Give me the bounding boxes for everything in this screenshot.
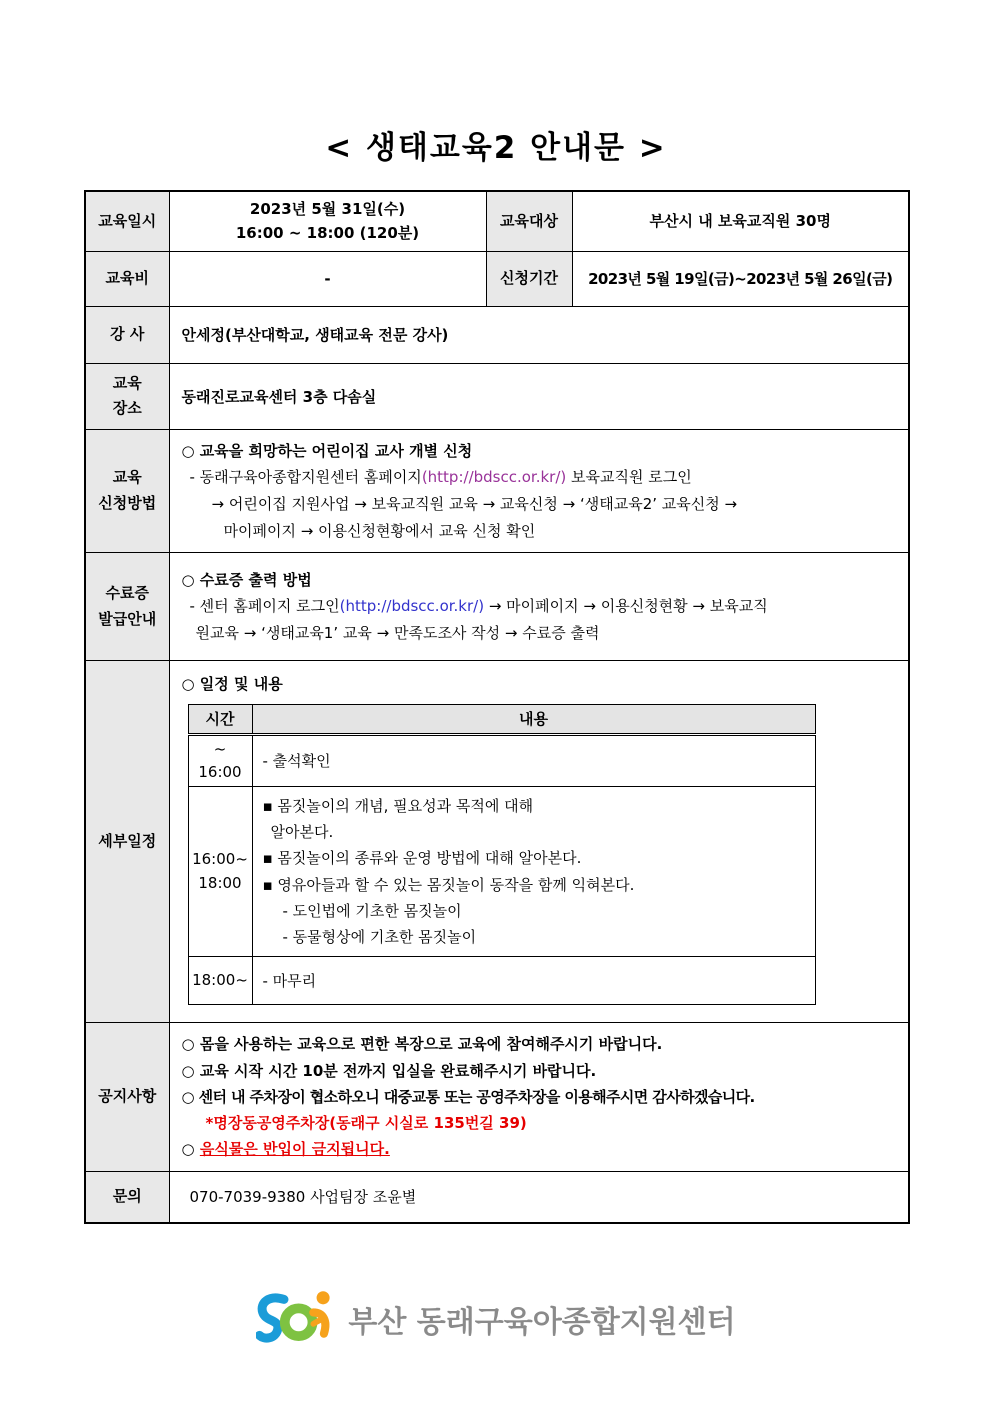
info-table	[84, 190, 910, 1224]
certificate-label-line2: 발급안내	[98, 609, 157, 628]
footer-logo	[0, 1288, 992, 1350]
apply-label-line2: 신청방법	[98, 493, 157, 512]
row-certificate	[85, 553, 909, 661]
schedule-row2-time-line2: 18:00	[198, 873, 242, 892]
schedule-table	[188, 704, 816, 1006]
schedule-col-time: 시간	[188, 704, 252, 734]
apply-line1-pre: - 동래구육아종합지원센터 홈페이지	[189, 468, 422, 487]
apply-line1	[182, 464, 897, 491]
label-contact: 문의	[85, 1171, 169, 1223]
label-apply-method	[85, 429, 169, 553]
certificate-heading: ○ 수료증 출력 방법	[181, 570, 312, 589]
schedule-row2-time	[188, 786, 252, 957]
row-instructor	[85, 306, 909, 363]
schedule-row1-time-line2: 16:00	[198, 762, 242, 781]
notice-text-4: 음식물은 반입이 금지됩니다.	[199, 1140, 390, 1159]
location-label-line1: 교육	[112, 373, 142, 392]
certificate-label-line1: 수료증	[105, 584, 149, 603]
schedule-row2-line3: ▪ 몸짓놀이의 종류와 운영 방법에 대해 알아본다.	[262, 849, 582, 868]
schedule-row2-time-line1: 16:00~	[192, 850, 248, 869]
notice-item-3	[182, 1084, 897, 1110]
row-contact	[85, 1171, 909, 1223]
schedule-row2-line6: - 동물형상에 기초한 몸짓놀이	[282, 928, 477, 947]
certificate-line2: 원교육 → ‘생태교육1’ 교육 → 만족도조사 작성 → 수료증 출력	[195, 624, 600, 643]
org-name: 부산 동래구육아종합지원센터	[348, 1305, 736, 1340]
label-education-datetime: 교육일시	[85, 191, 169, 251]
datetime-line2: 16:00 ~ 18:00 (120분)	[235, 224, 420, 243]
notice-text-2: 교육 시작 시간 10분 전까지 입실을 완료해주시기 바랍니다.	[199, 1061, 597, 1080]
schedule-row1-line1: - 출석확인	[262, 751, 331, 770]
notice-bullet-1: ○	[181, 1035, 195, 1054]
schedule-row1-time-line1: ~	[213, 739, 227, 758]
apply-label-line1: 교육	[112, 468, 142, 487]
label-certificate	[85, 553, 169, 661]
row-apply-method	[85, 429, 909, 553]
schedule-row2-line4: ▪ 영유아들과 할 수 있는 몸짓놀이 동작을 함께 익혀본다.	[262, 875, 635, 894]
row-schedule	[85, 661, 909, 1023]
schedule-row2-line1: ▪ 몸짓놀이의 개념, 필요성과 목적에 대해	[262, 796, 534, 815]
value-education-target: 부산시 내 보육교직원 30명	[572, 191, 909, 251]
certificate-line1-post: → 마이페이지 → 이용신청현황 → 보육교직	[484, 597, 768, 616]
value-apply-method	[169, 429, 909, 553]
row-datetime-target	[85, 191, 909, 251]
certificate-line1-pre: - 센터 홈페이지 로그인	[189, 597, 340, 616]
schedule-row1-time	[188, 734, 252, 786]
schedule-row-1	[188, 734, 815, 786]
notice-bullet-2: ○	[181, 1061, 195, 1080]
value-notices	[169, 1023, 909, 1171]
org-logo-icon	[256, 1288, 338, 1350]
row-fee-period	[85, 251, 909, 306]
schedule-header-row	[188, 704, 815, 734]
schedule-col-content: 내용	[252, 704, 815, 734]
schedule-row2-line2: 알아본다.	[270, 823, 334, 842]
page-title: < 생태교육2 안내문 >	[325, 130, 667, 166]
label-location	[85, 363, 169, 429]
notice-text-1: 몸을 사용하는 교육으로 편한 복장으로 교육에 참여해주시기 바랍니다.	[199, 1035, 663, 1054]
label-education-target: 교육대상	[486, 191, 572, 251]
notice-bullet-4: ○	[181, 1140, 195, 1159]
apply-heading: ○ 교육을 희망하는 어린이집 교사 개별 신청	[181, 441, 473, 460]
row-location	[85, 363, 909, 429]
label-notices: 공지사항	[85, 1023, 169, 1171]
value-location: 동래진로교육센터 3층 다솜실	[169, 363, 909, 429]
notice-text-3: 센터 내 주차장이 협소하오니 대중교통 또는 공영주차장을 이용해주시면 감사하겠습니다.	[198, 1087, 755, 1106]
schedule-row2-content	[252, 786, 815, 957]
value-schedule	[169, 661, 909, 1023]
notice-item-1	[182, 1031, 897, 1057]
value-instructor: 안세정(부산대학교, 생태교육 전문 강사)	[169, 306, 909, 363]
schedule-row3-time-line1: 18:00~	[192, 971, 248, 990]
label-education-fee: 교육비	[85, 251, 169, 306]
notice-item-4	[182, 1136, 897, 1162]
schedule-row3-line1: - 마무리	[262, 971, 317, 990]
schedule-row3-content	[252, 957, 815, 1005]
datetime-line1: 2023년 5월 31일(수)	[249, 200, 406, 219]
certificate-line1	[182, 593, 897, 620]
notice-bullet-3: ○	[181, 1087, 194, 1106]
notice-item-2	[182, 1058, 897, 1084]
apply-homepage-url: (http://bdscc.or.kr/)	[421, 468, 567, 487]
location-label-line2: 장소	[112, 399, 142, 417]
schedule-heading: ○ 일정 및 내용	[181, 675, 283, 694]
apply-line1-post: 보육교직원 로그인	[566, 468, 692, 487]
schedule-row-3	[188, 957, 815, 1005]
notice-item-3-sub: *명장동공영주차장(동래구 시실로 135번길 39)	[205, 1114, 527, 1132]
schedule-row-2	[188, 786, 815, 957]
label-instructor: 강 사	[85, 306, 169, 363]
schedule-row3-time	[188, 957, 252, 1005]
value-certificate	[169, 553, 909, 661]
apply-line2: → 어린이집 지원사업 → 보육교직원 교육 → 교육신청 → ‘생태교육2’ 교육신청 →	[211, 494, 738, 513]
row-notices	[85, 1023, 909, 1171]
value-education-datetime	[169, 191, 486, 251]
schedule-row2-line5: - 도인법에 기초한 몸짓놀이	[282, 901, 462, 920]
value-education-fee: -	[169, 251, 486, 306]
label-schedule: 세부일정	[85, 661, 169, 1023]
value-contact: 070-7039-9380 사업팀장 조윤별	[169, 1171, 909, 1223]
schedule-row1-content	[252, 734, 815, 786]
value-apply-period: 2023년 5월 19일(금)~2023년 5월 26일(금)	[572, 251, 909, 306]
label-apply-period: 신청기간	[486, 251, 572, 306]
certificate-homepage-url: (http://bdscc.or.kr/)	[339, 597, 485, 616]
apply-line3: 마이페이지 → 이용신청현황에서 교육 신청 확인	[223, 521, 536, 540]
